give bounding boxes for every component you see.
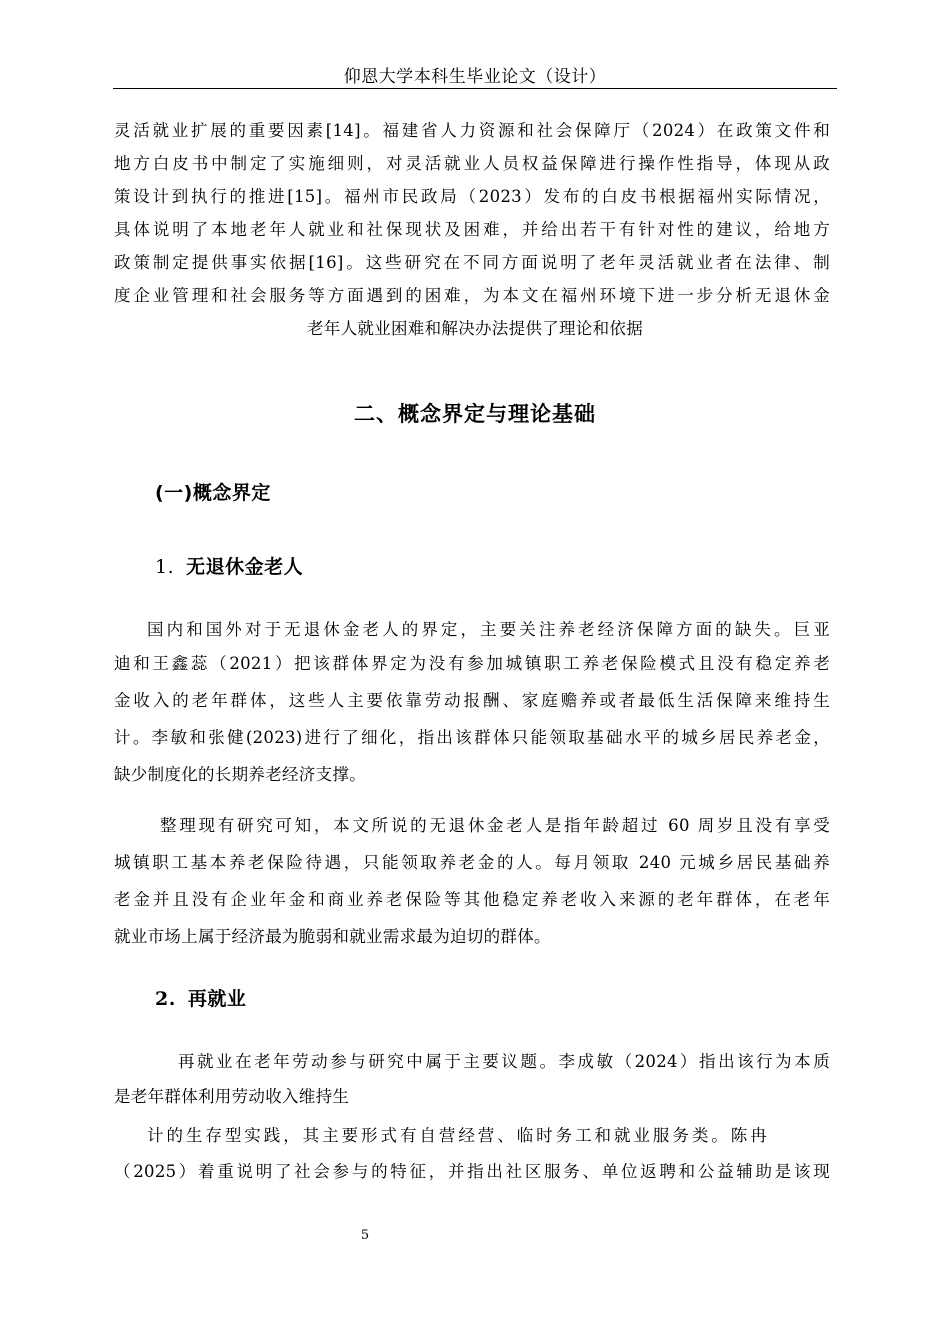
paragraph-line: 是老年群体利用劳动收入维持生 xyxy=(114,1087,350,1106)
page-number: 5 xyxy=(360,1228,370,1243)
paragraph-line: 城镇职工基本养老保险待遇，只能领取养老金的人。每月领取 240 元城乡居民基础养 xyxy=(114,853,830,872)
item-heading xyxy=(155,984,246,1011)
paragraph-line: 老金并且没有企业年金和商业养老保险等其他稳定养老收入来源的老年群体，在老年 xyxy=(114,890,830,909)
paragraph-line: 具体说明了本地老年人就业和社保现状及困难，并给出若干有针对性的建议，给地方 xyxy=(114,220,830,239)
paragraph-line: 再就业在老年劳动参与研究中属于主要议题。李成敏（2024）指出该行为本质 xyxy=(178,1052,830,1071)
section-heading: 二、概念界定与理论基础 xyxy=(354,402,596,426)
item-heading xyxy=(155,552,303,579)
paragraph-line: 就业市场上属于经济最为脆弱和就业需求最为迫切的群体。 xyxy=(114,927,551,946)
paragraph-line: 地方白皮书中制定了实施细则，对灵活就业人员权益保障进行操作性指导，体现从政 xyxy=(114,154,830,173)
item-number: 2. xyxy=(155,988,176,1010)
paragraph-line: 国内和国外对于无退休金老人的界定，主要关注养老经济保障方面的缺失。巨亚 xyxy=(147,620,830,639)
paragraph-line: 度企业管理和社会服务等方面遇到的困难，为本文在福州环境下进一步分析无退休金 xyxy=(114,286,830,305)
paragraph-line: 政策制定提供事实依据[16]。这些研究在不同方面说明了老年灵活就业者在法律、制 xyxy=(114,253,830,272)
paragraph-line: （2025）着重说明了社会参与的特征，并指出社区服务、单位返聘和公益辅助是该现 xyxy=(114,1162,830,1181)
paragraph-line: 计。李敏和张健(2023)进行了细化，指出该群体只能领取基础水平的城乡居民养老金， xyxy=(114,728,830,747)
paragraph-line: 整理现有研究可知，本文所说的无退休金老人是指年龄超过 60 周岁且没有享受 xyxy=(160,816,830,835)
paragraph-line: 老年人就业困难和解决办法提供了理论和依据 xyxy=(307,319,643,338)
subsection-heading: (一)概念界定 xyxy=(155,482,271,504)
item-number: 1. xyxy=(155,556,175,578)
page-header: 仰恩大学本科生毕业论文（设计） xyxy=(343,67,607,87)
paragraph-line: 缺少制度化的长期养老经济支撑。 xyxy=(114,765,366,784)
paragraph-line: 迪和王鑫蕊（2021）把该群体界定为没有参加城镇职工养老保险模式且没有稳定养老 xyxy=(114,654,830,673)
item-title: 再就业 xyxy=(187,988,247,1010)
paragraph-line: 灵活就业扩展的重要因素[14]。福建省人力资源和社会保障厅（2024）在政策文件和 xyxy=(114,121,830,140)
paragraph-line: 策设计到执行的推进[15]。福州市民政局（2023）发布的白皮书根据福州实际情况， xyxy=(114,187,830,206)
paragraph-line: 计的生存型实践，其主要形式有自营经营、临时务工和就业服务类。陈冉 xyxy=(147,1126,767,1145)
paragraph-line: 金收入的老年群体，这些人主要依靠劳动报酬、家庭赡养或者最低生活保障来维持生 xyxy=(114,691,830,710)
header-rule xyxy=(113,88,837,89)
item-title: 无退休金老人 xyxy=(186,556,304,578)
